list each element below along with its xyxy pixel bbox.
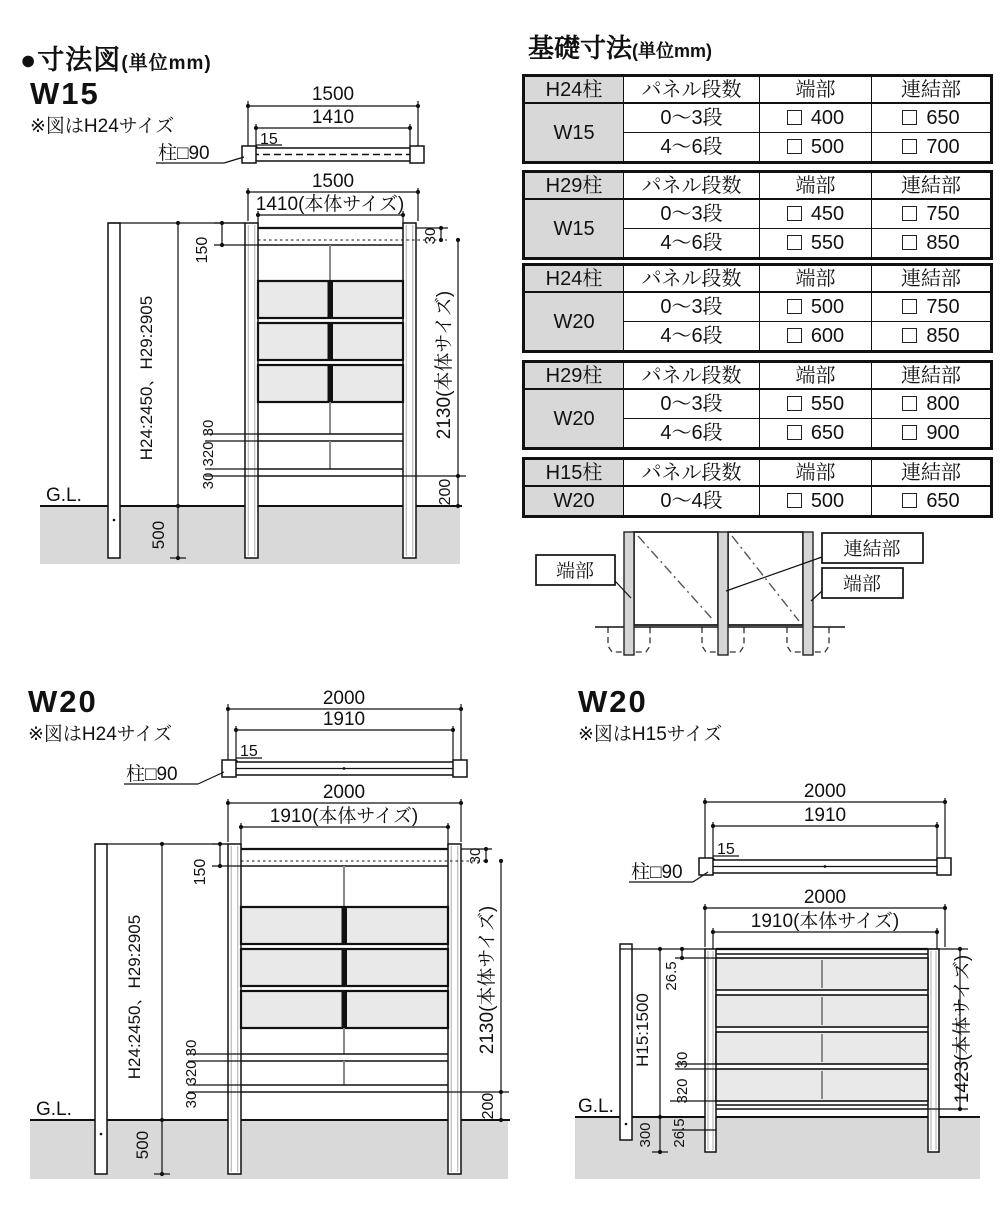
dim-top-overall: 1500 (311, 84, 355, 105)
w15-drawing (0, 78, 510, 608)
page-title-text: ●寸法図 (20, 45, 122, 75)
dim-top-offset: 26.5 (663, 961, 680, 991)
section-w20h24-heading: W20 (28, 684, 98, 719)
front-post-left (705, 949, 716, 1152)
width-cell: W20 (524, 389, 624, 449)
dim-body-height: 2130(本体サイズ) (434, 290, 455, 440)
table-row (524, 389, 992, 419)
table-joint-header: 連結部 (872, 265, 992, 293)
width-cell: W20 (524, 486, 624, 517)
top-view-post-right (410, 146, 424, 163)
dim-front-body: 1910(本体サイズ) (269, 806, 419, 827)
steps-cell: 0〜3段 (624, 292, 760, 322)
foundation-table-1 (522, 74, 993, 164)
ground (575, 1117, 980, 1179)
front-post-left (228, 844, 241, 1174)
table-post-header: H29柱 (524, 362, 624, 390)
square-dim-icon (902, 425, 917, 440)
square-dim-icon (902, 299, 917, 314)
dim-post-height: H24:2450、H29:2905 (137, 295, 156, 461)
dim-top-inset: 15 (717, 841, 735, 858)
table-joint-header: 連結部 (872, 76, 992, 104)
foundation-table-3 (522, 263, 993, 353)
section-w15-heading: W15 (30, 76, 100, 111)
steps-cell: 0〜3段 (624, 199, 760, 229)
end-cell: 400 (760, 103, 872, 133)
section-w20h24-note: ※図はH24サイズ (28, 724, 173, 745)
dim-body-height: 2130(本体サイズ) (477, 905, 498, 1055)
square-dim-icon (902, 396, 917, 411)
dim-rail-gap: 320 (200, 441, 217, 467)
dim-embed: 500 (133, 1130, 152, 1160)
post-size-label: 柱□90 (126, 764, 178, 785)
dim-top-overall: 2000 (803, 781, 847, 802)
dim-rail-gap: 320 (183, 1060, 200, 1086)
dim-top-inset: 15 (260, 131, 278, 148)
dim-embed: 300 (637, 1122, 654, 1148)
ground-level-label: G.L. (36, 1099, 72, 1120)
ground-level-label: G.L. (578, 1096, 614, 1117)
dim-rail-gap: 320 (674, 1078, 691, 1104)
w20h24-drawing (0, 682, 560, 1209)
square-dim-icon (902, 139, 917, 154)
square-dim-icon (902, 206, 917, 221)
joint-cell: 850 (872, 322, 992, 352)
table-steps-header: パネル段数 (624, 76, 760, 104)
square-dim-icon (902, 328, 917, 343)
dim-front-overall: 2000 (322, 782, 366, 803)
end-cell: 500 (760, 133, 872, 163)
dim-bottom-gap: 200 (437, 478, 454, 506)
dim-rail-b: 30 (183, 1091, 200, 1109)
foundation-table-4 (522, 360, 993, 450)
table-post-header: H15柱 (524, 459, 624, 487)
dim-top-overall: 2000 (322, 688, 366, 709)
steps-cell: 4〜6段 (624, 229, 760, 259)
width-cell: W20 (524, 292, 624, 352)
steps-cell: 0〜3段 (624, 103, 760, 133)
joint-cell: 650 (872, 486, 992, 517)
width-cell: W15 (524, 103, 624, 163)
foundation-title-text: 基礎寸法 (528, 33, 633, 63)
steps-cell: 4〜6段 (624, 419, 760, 449)
front-post-left (245, 223, 258, 558)
side-view-post (108, 223, 120, 558)
dim-top-offset: 150 (194, 236, 211, 264)
joint-cell: 900 (872, 419, 992, 449)
square-dim-icon (902, 235, 917, 250)
top-view-post-left (699, 858, 713, 875)
table-joint-header: 連結部 (872, 362, 992, 390)
table-end-header: 端部 (760, 76, 872, 104)
joint-cell: 850 (872, 229, 992, 259)
end-cell: 500 (760, 486, 872, 517)
square-dim-icon (787, 206, 802, 221)
top-view-post-left (222, 760, 236, 777)
square-dim-icon (787, 235, 802, 250)
table-post-header: H29柱 (524, 172, 624, 200)
dim-rail-a: 30 (674, 1051, 691, 1069)
post-size-label: 柱□90 (631, 862, 683, 883)
foundation-title-unit: (単位mm) (632, 41, 713, 61)
foundation-title (528, 28, 712, 65)
w20h24-top-view (124, 688, 467, 785)
section-w20h15-note: ※図はH15サイズ (578, 724, 723, 745)
foundation-table-2 (522, 170, 993, 260)
dim-rail-a: 30 (183, 1039, 200, 1057)
end-cell: 600 (760, 322, 872, 352)
dim-top-offset: 150 (192, 858, 209, 886)
ground-level-label: G.L. (46, 485, 82, 506)
dim-body-height: 1423(本体サイズ) (952, 954, 973, 1104)
steps-cell: 0〜4段 (624, 486, 760, 517)
square-dim-icon (787, 299, 802, 314)
table-steps-header: パネル段数 (624, 265, 760, 293)
square-dim-icon (787, 139, 802, 154)
end-cell: 550 (760, 229, 872, 259)
dim-post-height: H15:1500 (633, 993, 652, 1067)
w15-top-view (156, 84, 424, 164)
dim-bottom-gap: 200 (480, 1092, 497, 1120)
joint-cell: 750 (872, 292, 992, 322)
joint-cell: 700 (872, 133, 992, 163)
joint-cell: 650 (872, 103, 992, 133)
end-cell: 500 (760, 292, 872, 322)
end-cell: 650 (760, 419, 872, 449)
table-row (524, 292, 992, 322)
end-left-label: 端部 (555, 561, 595, 582)
table-end-header: 端部 (760, 459, 872, 487)
page-title-unit: (単位mm) (121, 53, 212, 74)
joint-cell: 750 (872, 199, 992, 229)
front-post-right (928, 949, 939, 1152)
joint-cell: 800 (872, 389, 992, 419)
end-right-label: 端部 (842, 574, 882, 595)
table-row (524, 199, 992, 229)
w20h15-top-view (629, 781, 951, 883)
dim-top-body: 1910 (803, 805, 847, 826)
schematic-post (803, 532, 813, 655)
steps-cell: 4〜6段 (624, 133, 760, 163)
square-dim-icon (787, 425, 802, 440)
page-title (20, 38, 212, 77)
w20h15-drawing (560, 682, 1000, 1209)
dim-top-body: 1910 (322, 709, 366, 730)
post-size-label: 柱□90 (158, 143, 210, 164)
dim-top-right: 30 (467, 847, 484, 865)
square-dim-icon (787, 396, 802, 411)
end-cell: 550 (760, 389, 872, 419)
top-view-post-right (937, 858, 951, 875)
dim-top-inset: 15 (240, 743, 258, 760)
dim-post-height: H24:2450、H29:2905 (125, 914, 144, 1080)
dim-front-overall: 2000 (803, 887, 847, 908)
dim-front-overall: 1500 (311, 171, 355, 192)
foundation-schematic (510, 505, 1000, 680)
table-joint-header: 連結部 (872, 459, 992, 487)
table-steps-header: パネル段数 (624, 459, 760, 487)
square-dim-icon (787, 110, 802, 125)
dim-embed: 500 (149, 520, 168, 550)
side-view-post (620, 944, 632, 1140)
steps-cell: 4〜6段 (624, 322, 760, 352)
dim-front-body: 1410(本体サイズ) (255, 194, 405, 215)
side-view-post (95, 844, 107, 1174)
schematic-post (624, 532, 634, 655)
top-view-post-left (242, 146, 256, 163)
square-dim-icon (787, 328, 802, 343)
dim-top-body: 1410 (311, 107, 355, 128)
section-w20h15-heading: W20 (578, 684, 648, 719)
joint-label: 連結部 (843, 539, 901, 560)
table-steps-header: パネル段数 (624, 172, 760, 200)
table-steps-header: パネル段数 (624, 362, 760, 390)
dim-top-right: 30 (422, 227, 439, 245)
table-joint-header: 連結部 (872, 172, 992, 200)
section-w15-note: ※図はH24サイズ (30, 116, 175, 137)
square-dim-icon (902, 110, 917, 125)
table-end-header: 端部 (760, 362, 872, 390)
table-post-header: H24柱 (524, 76, 624, 104)
table-end-header: 端部 (760, 172, 872, 200)
front-post-right (448, 844, 461, 1174)
w15-front-view (40, 171, 462, 564)
dim-rail-a: 30 (200, 419, 217, 437)
schematic-post (718, 532, 728, 655)
table-row (524, 103, 992, 133)
dim-rail-b: 26.5 (671, 1118, 688, 1148)
width-cell: W15 (524, 199, 624, 259)
dim-front-body: 1910(本体サイズ) (750, 911, 900, 932)
dim-rail-b: 30 (200, 472, 217, 490)
w20h24-front-view (30, 782, 510, 1179)
table-end-header: 端部 (760, 265, 872, 293)
steps-cell: 0〜3段 (624, 389, 760, 419)
table-post-header: H24柱 (524, 265, 624, 293)
front-post-right (403, 223, 416, 558)
end-cell: 450 (760, 199, 872, 229)
top-view-post-right (453, 760, 467, 777)
